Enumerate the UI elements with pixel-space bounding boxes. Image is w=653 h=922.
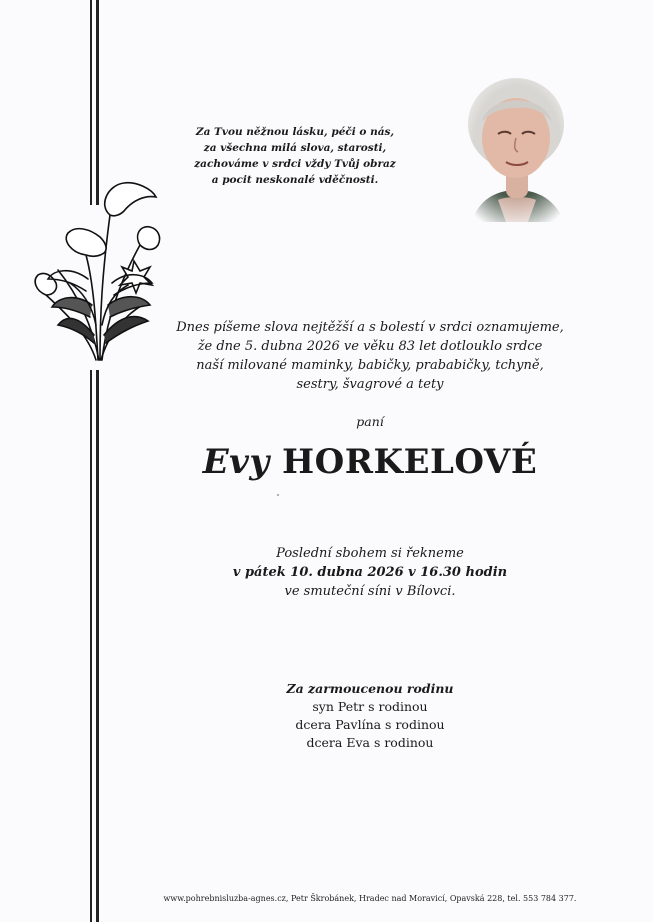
deceased-given-name: Evy (202, 442, 270, 482)
ceremony-line: Poslední sbohem si řekneme (276, 546, 464, 561)
announcement-line: že dne 5. dubna 2026 ve věku 83 let dotlouklo srdce (197, 339, 543, 354)
honorific: paní (356, 414, 384, 429)
family-signature (140, 680, 600, 752)
decorative-dot (277, 494, 279, 496)
family-member: dcera Pavlína s rodinou (295, 717, 445, 732)
funeral-service-footer: www.pohrebnisluzba-agnes.cz, Petr Škrobánek, Hradec nad Moravicí, Opavská 228, tel. 553 784 377. (163, 894, 577, 903)
poem-line: zachováme v srdci vždy Tvůj obraz (194, 158, 396, 170)
family-member: dcera Eva s rodinou (306, 735, 434, 750)
poem-line: Za Tvou něžnou lásku, péči o nás, (195, 126, 395, 138)
vertical-border-line-thick (96, 0, 99, 922)
announcement-line: sestry, švagrové a tety (296, 377, 444, 392)
deceased-surname: HORKELOVÉ (282, 442, 538, 482)
announcement-line: Dnes píšeme slova nejtěžší a s bolestí v srdci oznamujeme, (176, 320, 564, 335)
announcement-text (140, 318, 600, 394)
poem-line: a pocit neskonalé vděčnosti. (211, 174, 379, 186)
poem-line: za všechna milá slova, starosti, (203, 142, 387, 154)
family-member: syn Petr s rodinou (312, 699, 428, 714)
deceased-name (140, 440, 600, 484)
ceremony-details (140, 544, 600, 601)
ceremony-place: ve smuteční síni v Bílovci. (284, 584, 456, 599)
family-heading: Za zarmoucenou rodinu (286, 681, 454, 696)
ceremony-date-time: v pátek 10. dubna 2026 v 16.30 hodin (232, 565, 508, 580)
vertical-border-line-thin (90, 0, 92, 922)
portrait-photo (458, 72, 576, 227)
announcement-line: naší milované maminky, babičky, prababičky, tchyně, (196, 358, 544, 373)
memorial-poem (190, 124, 400, 188)
